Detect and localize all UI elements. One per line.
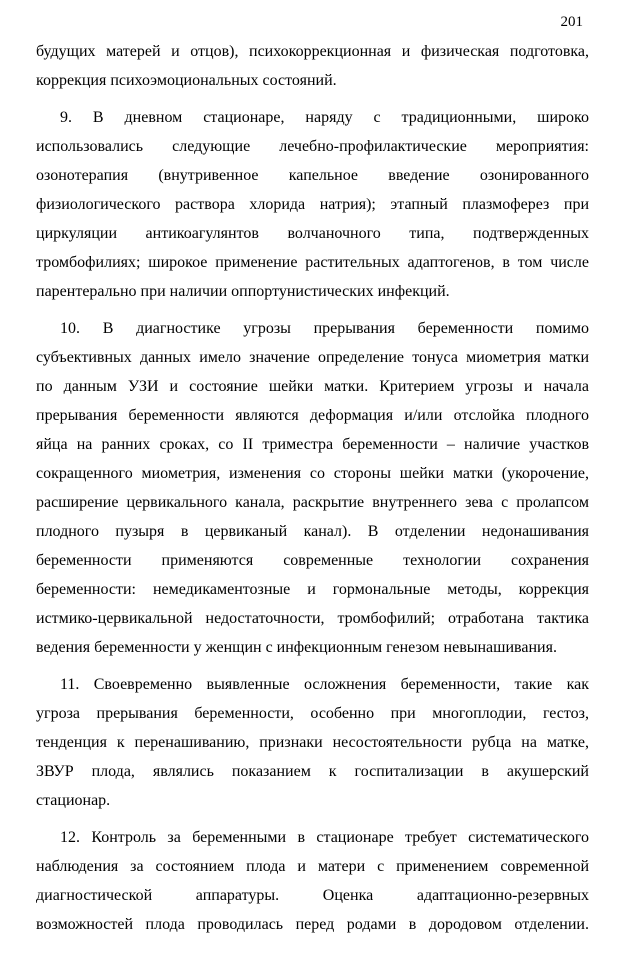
text-line: коррекция психоэмоциональных состояний. (36, 72, 337, 89)
paragraph-intro (36, 37, 589, 95)
text-line: истмико-цервикальной недостаточности, тромбофилий; отработана тактика (36, 610, 589, 627)
text-line: использовались следующие лечебно-профилактические мероприятия: (36, 138, 589, 155)
text-line: физиологического раствора хлорида натрия); этапный плазмоферез при (36, 196, 589, 213)
page-number: 201 (560, 14, 583, 30)
text-line: по данным УЗИ и состояние шейки матки. Критерием угрозы и начала (36, 378, 589, 395)
paragraph-12 (36, 823, 589, 939)
text-line: наблюдения за состоянием плода и матери с применением современной (36, 858, 589, 875)
text-line: беременности применяются современные технологии сохранения (36, 552, 589, 569)
text-line: будущих матерей и отцов), психокоррекционная и физическая подготовка, (36, 43, 589, 60)
text-line: тенденция к перенашиванию, признаки несостоятельности рубца на матке, (36, 734, 589, 751)
paragraph-11 (36, 670, 589, 815)
text-line: стационар. (36, 792, 111, 809)
text-line: озонотерапия (внутривенное капельное введение озонированного (36, 167, 589, 184)
text-line: парентерально при наличии оппортунистических инфекций. (36, 283, 450, 300)
text-body (36, 37, 589, 939)
text-line: циркуляции антикоагулянтов волчаночного типа, подтвержденных (36, 225, 589, 242)
text-line: возможностей плода проводилась перед родами в дородовом отделении. (36, 916, 589, 933)
text-line: прерывания беременности являются деформация и/или отслойка плодного (36, 407, 589, 424)
text-line: ведения беременности у женщин с инфекционным генезом невынашивания. (36, 639, 557, 656)
paragraph-9 (36, 103, 589, 306)
text-line: расширение цервикального канала, раскрытие внутреннего зева с пролапсом (36, 494, 589, 511)
text-line: 10. В диагностике угрозы прерывания беременности помимо (60, 320, 589, 337)
text-line: ЗВУР плода, являлись показанием к госпитализации в акушерский (36, 763, 589, 780)
paragraph-10 (36, 314, 589, 662)
text-line: угроза прерывания беременности, особенно при многоплодии, гестоз, (36, 705, 589, 722)
text-line: плодного пузыря в цервиканый канал). В отделении недонашивания (36, 523, 589, 540)
text-line: субъективных данных имело значение определение тонуса миометрия матки (36, 349, 589, 366)
text-line: 9. В дневном стационаре, наряду с традиционными, широко (60, 109, 589, 126)
text-line: тромбофилиях; широкое применение растительных адаптогенов, в том числе (36, 254, 589, 271)
text-line: беременности: немедикаментозные и гормональные методы, коррекция (36, 581, 589, 598)
text-line: яйца на ранних сроках, со II триместра беременности – наличие участков (36, 436, 589, 453)
text-line: 12. Контроль за беременными в стационаре требует систематического (60, 829, 589, 846)
text-line: сокращенного миометрия, изменения со стороны шейки матки (укорочение, (36, 465, 589, 482)
text-line: 11. Своевременно выявленные осложнения беременности, такие как (60, 676, 589, 693)
text-line: диагностической аппаратуры. Оценка адаптационно-резервных (36, 887, 589, 904)
